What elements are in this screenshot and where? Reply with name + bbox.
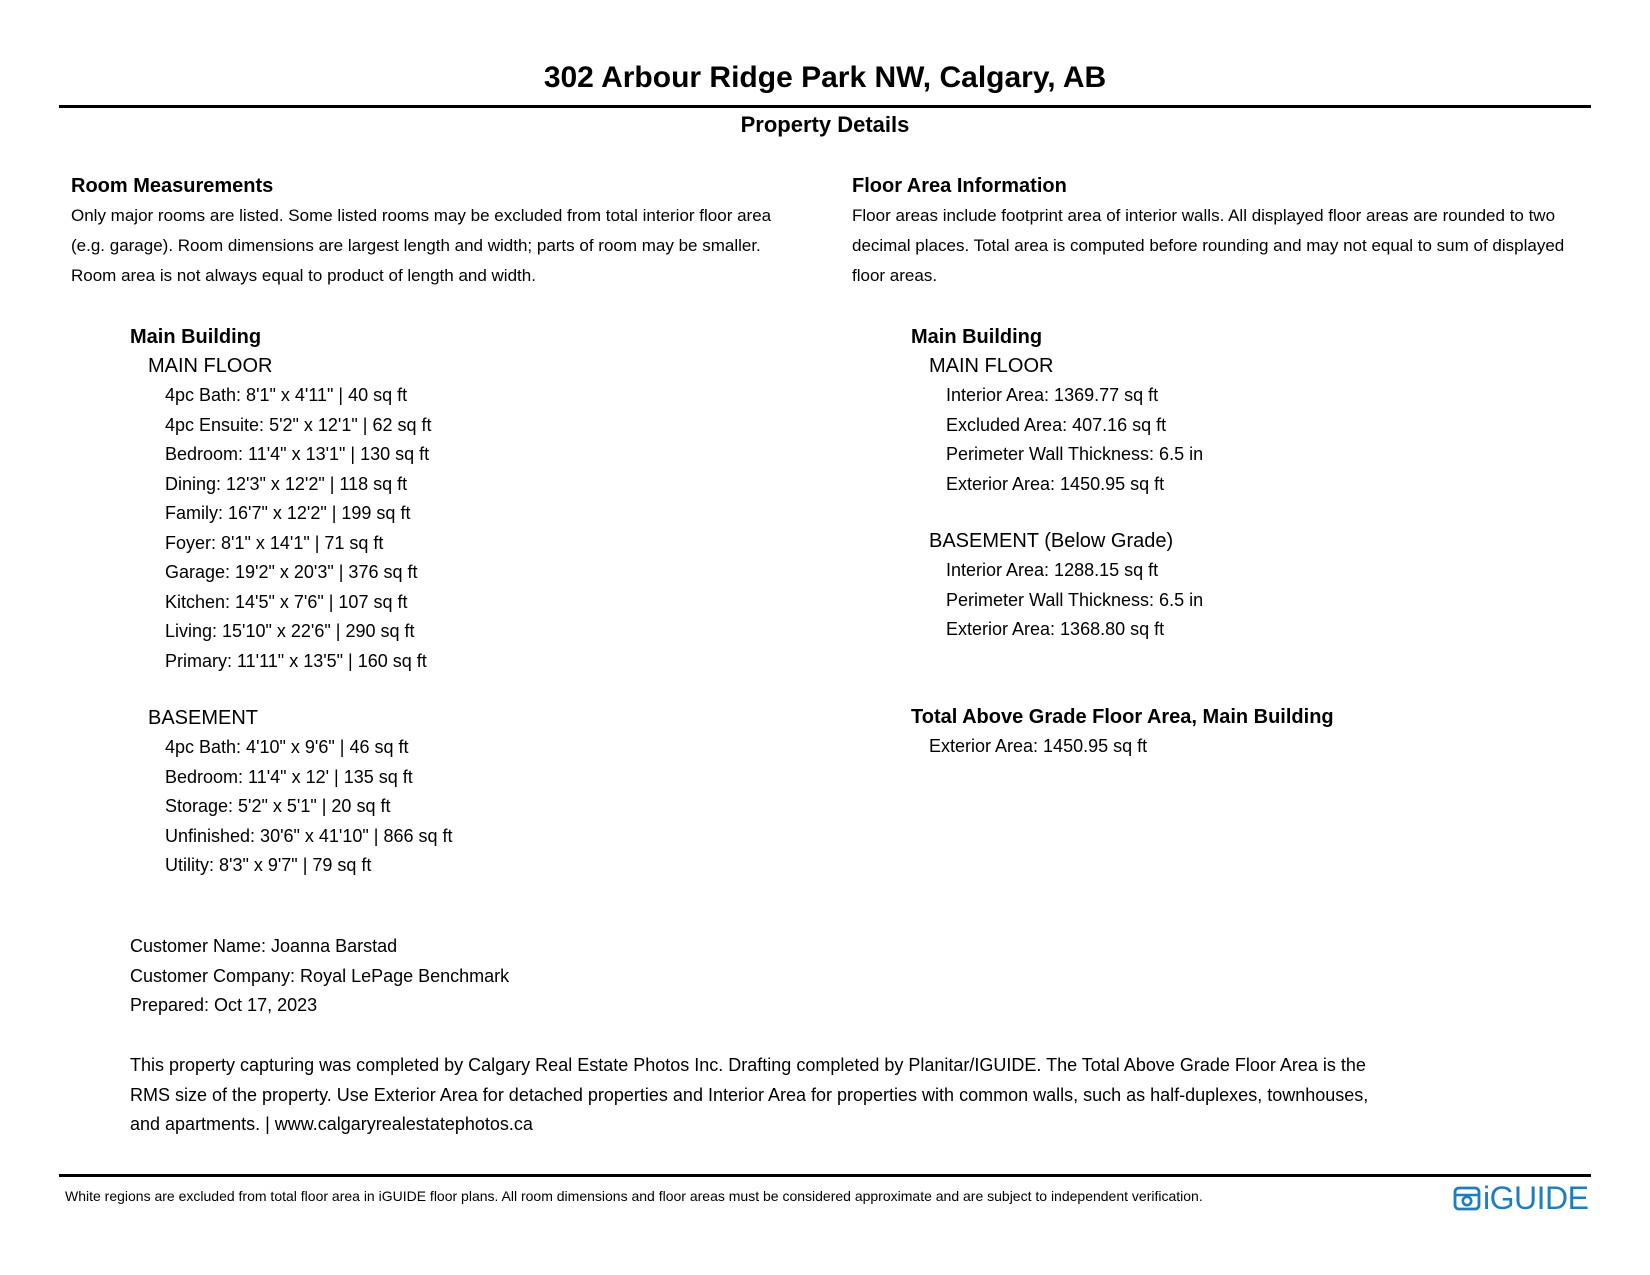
building-heading: Main Building (130, 326, 262, 348)
disclaimer-line: and apartments. | www.calgaryrealestatephotos.ca (130, 1114, 533, 1134)
room-item: Unfinished: 30'6" x 41'10" | 866 sq ft (165, 825, 453, 846)
floor-heading: BASEMENT (148, 707, 259, 729)
area-list (852, 556, 1612, 645)
room-item: Primary: 11'11" x 13'5" | 160 sq ft (165, 650, 427, 671)
total-area-item: Exterior Area: 1450.95 sq ft (929, 735, 1148, 756)
area-list (852, 381, 1612, 499)
footer-divider (59, 1174, 1591, 1177)
area-item: Perimeter Wall Thickness: 6.5 in (946, 444, 1204, 464)
building-heading: Main Building (911, 326, 1043, 348)
area-item: Exterior Area: 1368.80 sq ft (946, 619, 1165, 639)
section-heading: Floor Area Information (852, 175, 1067, 197)
total-area-heading: Total Above Grade Floor Area, Main Building (911, 705, 1334, 728)
area-item: Perimeter Wall Thickness: 6.5 in (946, 589, 1204, 610)
section-note (71, 201, 811, 291)
room-item: Garage: 19'2" x 20'3" | 376 sq ft (165, 562, 418, 582)
note-line: floor areas. (852, 266, 938, 285)
prepared-date: Prepared: Oct 17, 2023 (130, 995, 318, 1015)
floor-heading: MAIN FLOOR (929, 355, 1054, 377)
disclaimer-line: This property capturing was completed by Calgary Real Estate Photos Inc. Drafting completed by Planitar/IGUIDE. The Total Above Grade Floor Area is the (130, 1055, 1366, 1075)
floor-area-section (852, 173, 1612, 761)
room-item: Bedroom: 11'4" x 13'1" | 130 sq ft (165, 444, 430, 464)
note-line: (e.g. garage). Room dimensions are largest length and width; parts of room may be smaller. (71, 236, 761, 255)
room-item: 4pc Bath: 8'1" x 4'11" | 40 sq ft (165, 385, 408, 405)
note-line: Floor areas include footprint area of interior walls. All displayed floor areas are rounded to two (852, 206, 1556, 225)
room-list (71, 733, 811, 881)
room-item: Utility: 8'3" x 9'7" | 79 sq ft (165, 855, 372, 875)
floor-heading: BASEMENT (Below Grade) (929, 530, 1174, 552)
title-divider (59, 105, 1591, 108)
room-measurements-section (71, 173, 811, 881)
area-item: Exterior Area: 1450.95 sq ft (946, 473, 1165, 494)
room-item: Living: 15'10" x 22'6" | 290 sq ft (165, 621, 415, 641)
floor-heading: MAIN FLOOR (148, 355, 273, 377)
area-item: Interior Area: 1369.77 sq ft (946, 385, 1159, 405)
disclaimer-line: RMS size of the property. Use Exterior Area for detached properties and Interior Area for properties with common walls, such as half-duplexes, townhouses, (130, 1084, 1369, 1105)
note-line: Only major rooms are listed. Some listed rooms may be excluded from total interior floor area (71, 206, 772, 225)
room-item: Dining: 12'3" x 12'2" | 118 sq ft (165, 473, 408, 494)
note-line: decimal places. Total area is computed before rounding and may not equal to sum of displayed (852, 236, 1565, 255)
area-item: Interior Area: 1288.15 sq ft (946, 560, 1159, 580)
logo-text: iGUIDE (1483, 1180, 1589, 1216)
customer-name: Customer Name: Joanna Barstad (130, 936, 398, 956)
section-heading: Room Measurements (71, 175, 274, 197)
footer-disclaimer: White regions are excluded from total floor area in iGUIDE floor plans. All room dimensions and floor areas must be considered approximate and are subject to independent verification. (65, 1188, 1203, 1204)
room-item: Bedroom: 11'4" x 12' | 135 sq ft (165, 766, 413, 787)
capture-disclaimer (130, 1051, 1470, 1140)
section-note (852, 201, 1612, 291)
customer-company: Customer Company: Royal LePage Benchmark (130, 965, 510, 986)
page-title: 302 Arbour Ridge Park NW, Calgary, AB (543, 61, 1107, 94)
note-line: Room area is not always equal to product of length and width. (71, 266, 536, 285)
room-item: Family: 16'7" x 12'2" | 199 sq ft (165, 503, 411, 523)
iguide-camera-icon (1453, 1184, 1481, 1212)
page-subtitle: Property Details (740, 112, 910, 137)
room-list (71, 381, 811, 676)
customer-info (130, 932, 509, 1021)
area-item: Excluded Area: 407.16 sq ft (946, 414, 1167, 435)
room-item: 4pc Bath: 4'10" x 9'6" | 46 sq ft (165, 737, 409, 757)
room-item: Storage: 5'2" x 5'1" | 20 sq ft (165, 796, 391, 816)
room-item: 4pc Ensuite: 5'2" x 12'1" | 62 sq ft (165, 414, 432, 435)
iguide-logo (1453, 1180, 1588, 1216)
room-item: Foyer: 8'1" x 14'1" | 71 sq ft (165, 532, 384, 553)
room-item: Kitchen: 14'5" x 7'6" | 107 sq ft (165, 591, 408, 612)
